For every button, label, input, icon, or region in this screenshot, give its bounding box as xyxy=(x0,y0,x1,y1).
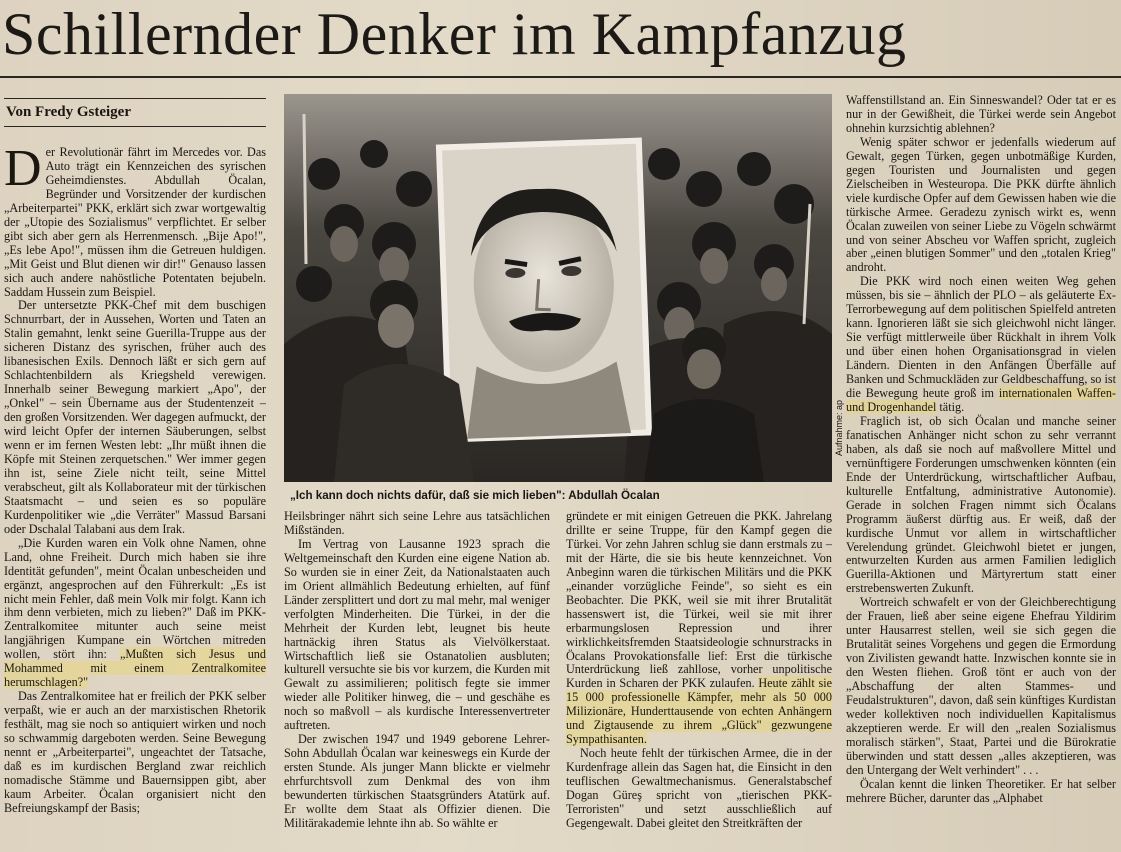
photo-credit: Aufnahme: ap xyxy=(834,400,844,457)
photo-caption: „Ich kann doch nichts dafür, daß sie mich lieben": Abdullah Öcalan xyxy=(290,489,660,502)
paragraph: Im Vertrag von Lausanne 1923 sprach die Weltgemeinschaft den Kurden eine eigene Nation ab. So wurden sie in einer Zeit, da Nationalstaaten auch im Orient allmählich Bedeutung erhielten, auf fünf Länder zersplittert und dort zu mal mehr, mal weniger verfolgten Minderheiten. Die Türkei, in der die Mehrheit der Kurden lebt, leugnet bis heute hartnäckig ihren Status als Vielvölkerstaat. Wirtschaftlich ließ sie Ostanatolien ausbluten; kulturell versuchte sie bis vor kurzem, die Kurden mit Gewalt zu assimilieren; politisch fegte sie immer wieder alle Politiker hinweg, die – und geschähe es noch so maßvoll – als kurdische Interessenvertreter auftreten. xyxy=(284,536,550,733)
paragraph-text: tätig. xyxy=(936,399,965,414)
paragraph xyxy=(4,146,266,299)
paragraph: Öcalan kennt die linken Theoretiker. Er hat selber mehrere Bücher, darunter das „Alphabet xyxy=(846,776,1116,805)
paragraph-text: Die PKK wird noch einen weiten Weg gehen müssen, bis sie – ähnlich der PLO – als geläuterte Ex-Terrorbewegung auf dem politischen Spielfeld antreten kann. Ignorieren läßt sie sich gleichwohl nicht länger. Sie verfügt mittlerweile über Rückhalt in ihrem Volk und über einen hohen Organisationsgrad in vielen Ländern. Dienten in den Anfängen Überfälle auf Banken und Schmuckläden zur Geldbeschaffung, so ist die Bewegung heute groß im xyxy=(846,274,1116,401)
paragraph: Der zwischen 1947 und 1949 geborene Lehrer-Sohn Abdullah Öcalan war keineswegs ein Kurde der ersten Stunde. Als junger Mann blickte er vielmehr ehrfurchtsvoll zum Denkmal des von ihm bewunderten türkischen Staatsgründers Atatürk auf. Er wollte dem Staat als Offizier dienen. Die Militärakademie lehnte ihn ab. So wählte er xyxy=(284,732,550,830)
paragraph: Heilsbringer nährt sich seine Lehre aus tatsächlichen Mißständen. xyxy=(284,510,550,537)
article-column-3 xyxy=(566,510,832,852)
highlighted-text: „Mußten sich Jesus und Mohammed mit einem Zentralkomitee herumschlagen?" xyxy=(4,647,266,690)
paragraph-text: er Revolutionär fährt im Mercedes vor. Das Auto trägt ein Kennzeichen des syrischen Geheimdienstes. Abdullah Öcalan, Begründer und Vorsitzender der kurdischen „Arbeiterpartei" PKK, erklärt sich zwar wortgewaltig der „Utopie des Sozialismus" verpflichtet. Er selber gibt sich aber gern als Herrenmensch. „Bije Apo!", „Es lebe Apo!", müssen ihm die Getreuen huldigen. „Mit Geist und Blut dienen wir dir!" Genauso lassen sich auch andere nahöstliche Potentaten bejubeln. Saddam Hussein zum Beispiel. xyxy=(4,146,266,299)
highlighted-text: internationalen Waffen- und Drogenhandel xyxy=(846,386,1116,414)
paragraph: Wortreich schwafelt er von der Gleichberechtigung der Frauen, ließ aber seine eigene Ehefrau Yildirim unter Hausarrest stellen, weil sie sich gegen die Brutalität seines Vorgehens und gegen die Ermordung von Zivilisten gewandt hatte. Inzwischen konnte sie in den Westen fliehen. Groß tönt er auch von der „Abschaffung der alten Stammes- und Feudalstrukturen", davon, daß sein künftiges Kurdistan weder kollektiven noch individuellen Kapitalismus akzeptieren werde. Er will den „realen Sozialismus moralisch stärken", Staat, Partei und die Bürokratie überwinden und statt dessen „alles akzeptieren, was den Untergang der Welt verhindert" . . . xyxy=(846,595,1116,777)
byline-rule xyxy=(4,98,266,99)
paragraph xyxy=(566,510,832,747)
byline: Von Fredy Gsteiger xyxy=(6,104,131,120)
byline-rule-bottom xyxy=(4,126,266,127)
headline: Schillernder Denker im Kampfanzug xyxy=(2,1,907,67)
paragraph-text: gründete er mit einigen Getreuen die PKK. Jahrelang drillte er seine Truppe, für den Kampf gegen die Türkei. Vor zehn Jahren schlug sie dann erstmals zu – mit der Härte, die sie bis heute kennzeichnet. Von Anbeginn waren die türkischen Militärs und die PKK „einander vorzügliche Feinde", so sieht es ein Beobachter. Die PKK, weil sie mit ihrer Brutalität hassenswert ist, die Türkei, weil sie mit ihrer erbarmungslosen Repression und ihrer wirklichkeitsfremden Staatsideologie schnurstracks in Öcalans Provokationsfalle lief: Erst die türkische Unterdrückung ließ zahllose, vorher unpolitische Kurden in Scharen der PKK zulaufen. xyxy=(566,510,832,691)
highlighted-text: Heute zählt sie 15 000 professionelle Kämpfer, mehr als 50 000 Milizionäre, Hunderttausende von echten Anhängern und Zigtausende zu ihrem „Glück" gezwungene Sympathisanten. xyxy=(566,676,832,747)
article-column-2 xyxy=(284,510,550,852)
paragraph: Der untersetzte PKK-Chef mit dem buschigen Schnurrbart, der in Aussehen, Worten und Taten an Stalin gemahnt, lenkt seine Guerilla-Truppe aus der sicheren Distanz des syrischen, früher auch des libanesischen Exils. Dennoch läßt er sich gern auf Schlachtenbildern als Kriegsheld verewigen. Innerhalb seiner Bewegung markiert „Apo", der „Onkel" – sein Übername aus der Studentenzeit – den großen Vorsitzenden. Wer dagegen aufmuckt, der wird leicht Opfer der internen Säuberungen, selbst wenn er im fernen Westen lebt: „Ihr müßt ihnen die Köpfe mit Steinen zerquetschen." Wer immer gegen ihn ist, seine Ziele nicht teilt, seine Mittel verabscheut, gilt als Kollaborateur mit der türkischen Staatsmacht – und seien es so populäre Kurdenpolitiker wie „die Verräter" Massud Barsani oder Dschalal Talabani aus dem Irak. xyxy=(4,298,266,536)
paragraph: Wenig später schwor er jedenfalls wiederum auf Gewalt, gegen Türken, gegen unbotmäßige Kurden, gegen Touristen und Journalisten und gegen Zielscheiben in Westeuropa. Die PKK dürfte ähnlich viele kurdische Opfer auf dem Gewissen haben wie die türkische Armee. Geradezu zynisch wirkt es, wenn Öcalan zuweilen von seiner Liebe zu Vögeln schwärmt und von seiner Abscheu vor Waffen spricht, zugleich aber „einen blutigen Sommer" und den „totalen Krieg" androht. xyxy=(846,134,1116,275)
article-column-1 xyxy=(4,146,266,852)
paragraph: Das Zentralkomitee hat er freilich der PKK selber verpaßt, wie er auch an der marxistischen Rhetorik festhält, mag sie noch so antiquiert wirken und noch so schwammig dargeboten werden. Seine Bewegung nennt er „Arbeiterpartei", ungeachtet der Tatsache, daß es im kurdischen Bergland zwar reichlich nomadische Stämme und Bauernsippen gibt, aber kaum Arbeiter. Öcalan organisiert nicht den Befreiungskampf der Basis; xyxy=(4,689,266,815)
paragraph xyxy=(4,537,266,690)
paragraph: Fraglich ist, ob sich Öcalan und manche seiner fanatischen Anhänger nicht schon zu sehr verrannt haben, als daß sie noch auf maßvollere Mittel und vernünftigere Forderungen umschwenken könnten (ein Ende der Unterdrückung, wirtschaftlicher Aufbau, kulturelle Entfaltung, administrative Autonomie). Gerade in solchen Fragen nimmt sich Öcalans Programm äußerst dürftig aus. Er weiß, daß der kurdische Unmut vor allem in wirtschaftlicher Verelendung gründet. Gleichwohl bietet er jungen, entwurzelten Kurden aus armen Familien lediglich Guerilla-Aktionen und Märtyrertum statt einer erstrebenswerten Zukunft. xyxy=(846,413,1116,596)
paragraph: Noch heute fehlt der türkischen Armee, die in der Kurdenfrage allein das Sagen hat, die Einsicht in den teuflischen Gewaltmechanismus. Generalstabschef Dogan Güreş spricht von „tierischen PKK-Terroristen" und setzt ausschließlich auf Gegengewalt. Dabei gleitet den Streitkräften der xyxy=(566,746,832,830)
paragraph-text: „Die Kurden waren ein Volk ohne Namen, ohne Land, ohne Freiheit. Durch mich haben sie ihre Identität gefunden", meint Öcalan unbescheiden und ergänzt, angesprochen auf den Führerkult: „Es ist nicht mein Fehler, daß mein Volk mir folgt. Kann ich ihm denn verbieten, mich zu lieben?" Daß im PKK-Zentralkomitee mitunter auch seine meist langjährigen Kumpane ein Wörtchen mitreden wollen, stört ihn: xyxy=(4,535,266,662)
article-column-4 xyxy=(846,94,1116,852)
drop-cap: D xyxy=(4,146,42,197)
paragraph: Waffenstillstand an. Ein Sinneswandel? Oder tat er es nur in der Gewißheit, die Türkei werde sein Angebot ohnehin kurzsichtig ablehnen? xyxy=(846,94,1116,135)
headline-rule xyxy=(0,76,1121,78)
protest-photo-illustration xyxy=(284,94,832,482)
paragraph xyxy=(846,275,1116,415)
photo xyxy=(284,94,832,482)
